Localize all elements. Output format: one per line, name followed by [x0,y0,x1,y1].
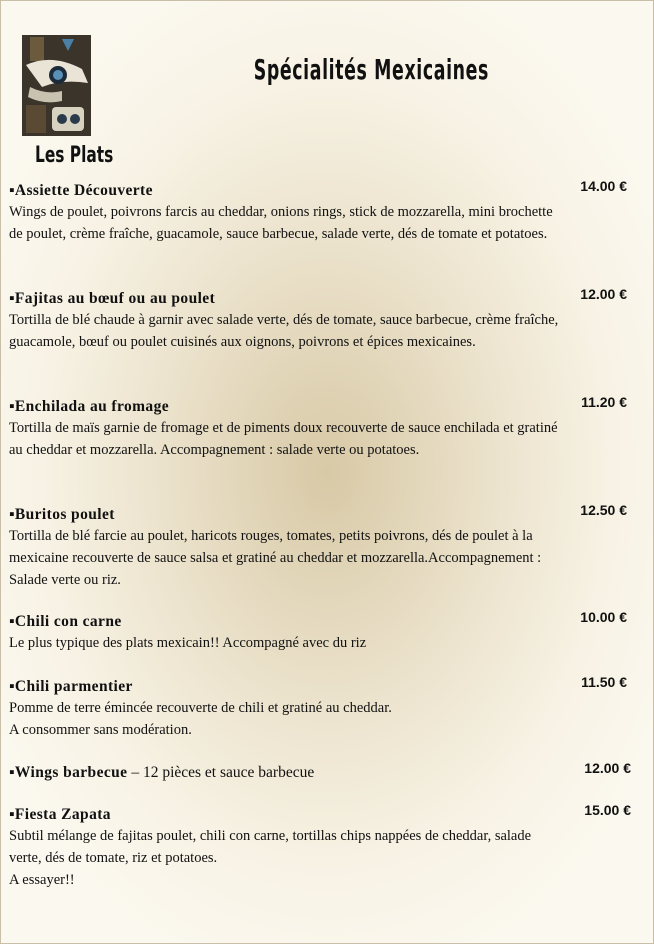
item-name: ▪Fajitas au bœuf ou au poulet [9,290,216,307]
item-description: Tortilla de maïs garnie de fromage et de piments doux recouverte de sauce enchilada et gratiné au cheddar et mozzarella. Accompagnement : salade verte ou potatoes. [9,420,558,458]
item-name: ▪Chili con carne [9,613,122,630]
item-price: 12.00 € [584,760,631,776]
menu-item [9,286,649,353]
item-price: 15.00 € [584,802,631,818]
item-price: 12.50 € [580,502,627,518]
menu-item [9,760,649,783]
item-name: ▪Fiesta Zapata [9,806,111,823]
item-description: Wings de poulet, poivrons farcis au cheddar, onions rings, stick de mozzarella, mini brochette de poulet, crème fraîche, guacamole, sauce barbecue, salade verte, dés de tomate et potatoes. [9,204,553,242]
section-heading: Les Plats [35,143,114,168]
item-price: 12.00 € [580,286,627,302]
page-title: Spécialités Mexicaines [253,53,489,86]
menu-item [9,502,649,591]
menu-item [9,802,649,891]
item-description: Tortilla de blé farcie au poulet, haricots rouges, tomates, petits poivrons, dés de poulet à la mexicaine recouverte de sauce salsa et gratiné au cheddar et mozzarella.Accompagnement : Salade verte ou riz. [9,528,542,588]
item-description: Tortilla de blé chaude à garnir avec salade verte, dés de tomate, sauce barbecue, crème fraîche, guacamole, bœuf ou poulet cuisinés aux oignons, poivrons et épices mexicaines. [9,312,559,350]
item-description: Le plus typique des plats mexicain!! Accompagné avec du riz [9,635,367,651]
item-name: ▪Chili parmentier [9,678,133,695]
item-name: ▪Buritos poulet [9,506,115,523]
menu-item [9,178,649,245]
menu-item [9,394,649,461]
menu-item [9,674,649,741]
item-price: 10.00 € [580,609,627,625]
item-price: 11.50 € [581,674,627,690]
totem-logo [22,35,91,136]
item-name: ▪Assiette Découverte [9,182,153,199]
item-name: ▪Wings barbecue – 12 pièces et sauce barbecue [9,764,315,781]
item-description: Pomme de terre émincée recouverte de chili et gratiné au cheddar. A consommer sans modération. [9,700,392,738]
totem-icon [22,35,91,136]
menu-item [9,609,649,654]
item-price: 14.00 € [580,178,627,194]
item-description: Subtil mélange de fajitas poulet, chili con carne, tortillas chips nappées de cheddar, salade verte, dés de tomate, riz et potatoes. A essayer!! [9,828,532,888]
item-name: ▪Enchilada au fromage [9,398,170,415]
item-price: 11.20 € [581,394,627,410]
